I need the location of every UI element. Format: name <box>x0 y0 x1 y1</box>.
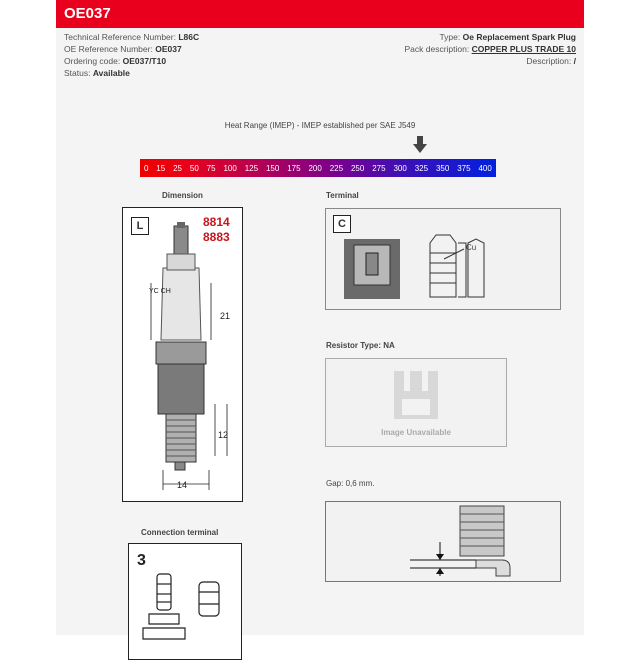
heat-range-tick: 0 <box>143 163 149 173</box>
tech-ref-label: Technical Reference Number: <box>64 32 176 42</box>
heat-range-marker-icon <box>413 136 427 154</box>
dimension-letter: L <box>131 217 149 235</box>
spark-plug-dimension-drawing <box>123 208 242 501</box>
dimension-12: 12 <box>218 430 229 440</box>
heat-range-tick: 125 <box>244 163 259 173</box>
info-right <box>405 31 577 67</box>
heat-range-tick: 50 <box>189 163 199 173</box>
terminal-drawing <box>326 209 560 309</box>
ordering-label: Ordering code: <box>64 56 121 66</box>
type-value: Oe Replacement Spark Plug <box>462 32 576 42</box>
connection-box <box>128 543 242 660</box>
desc-label: Description: <box>526 56 572 66</box>
dimension-14: 14 <box>177 480 188 490</box>
connection-terminal-drawing <box>129 544 241 659</box>
oe-ref-row <box>64 43 199 55</box>
connection-letter: 3 <box>137 552 146 569</box>
resistor-image-box <box>325 358 507 447</box>
oe-ref-value: OE037 <box>155 44 182 54</box>
gap-box <box>325 501 561 582</box>
pack-description-link[interactable]: COPPER PLUS TRADE 10 <box>471 44 576 54</box>
gap-drawing <box>326 502 560 581</box>
desc-value: / <box>573 56 576 66</box>
heat-range-tick: 250 <box>350 163 365 173</box>
tech-ref-value: L86C <box>178 32 200 42</box>
page-header <box>56 0 584 28</box>
heat-range-tick: 225 <box>329 163 344 173</box>
pack-label: Pack description: <box>404 44 470 54</box>
dimension-box <box>122 207 243 502</box>
product-code: OE037 <box>64 5 111 22</box>
image-unavailable-text: Image Unavailable <box>381 428 451 437</box>
heat-range-tick: 200 <box>308 163 322 173</box>
type-row <box>405 31 577 43</box>
status-label: Status: <box>64 68 91 78</box>
heat-range-tick: 350 <box>435 163 450 173</box>
pack-row <box>405 43 577 55</box>
heat-range-scale <box>140 159 496 177</box>
heat-range-tick: 400 <box>478 163 492 173</box>
oe-ref-label: OE Reference Number: <box>64 44 153 54</box>
heat-range-tick: 15 <box>156 163 166 173</box>
heat-range-tick: 75 <box>206 163 216 173</box>
info-left <box>64 31 199 79</box>
connection-title: Connection terminal <box>141 528 219 537</box>
terminal-title: Terminal <box>326 191 359 200</box>
heat-range-tick: 325 <box>414 163 429 173</box>
heat-range-tick: 300 <box>393 163 407 173</box>
dimension-code-2: 8883 <box>203 230 230 244</box>
status-value: Available <box>92 68 130 78</box>
terminal-box <box>325 208 561 310</box>
gap-title: Gap: 0,6 mm. <box>326 479 375 488</box>
ordering-value: OE037/T10 <box>122 56 167 66</box>
content-panel <box>56 28 584 635</box>
terminal-letter: C <box>333 215 351 233</box>
dimension-21: 21 <box>220 311 231 321</box>
tech-ref-row <box>64 31 199 43</box>
heat-range-tick: 375 <box>457 163 471 173</box>
ordering-row <box>64 55 199 67</box>
type-label: Type: <box>439 32 461 42</box>
heat-range-tick: 25 <box>173 163 182 173</box>
status-row <box>64 67 199 79</box>
heat-range-tick: 275 <box>372 163 386 173</box>
plug-insulator-text: YC CH <box>149 288 171 295</box>
terminal-cu-label: Cu <box>466 243 477 252</box>
heat-range-tick: 100 <box>223 163 237 173</box>
dimension-code-1: 8814 <box>203 215 230 229</box>
heat-range-title: Heat Range (IMEP) - IMEP established per SAE J549 <box>224 121 416 130</box>
heat-range-tick: 175 <box>287 163 301 173</box>
dimension-title: Dimension <box>162 191 203 200</box>
heat-range-tick: 150 <box>265 163 280 173</box>
description-row <box>405 55 577 67</box>
resistor-title: Resistor Type: NA <box>326 341 395 350</box>
